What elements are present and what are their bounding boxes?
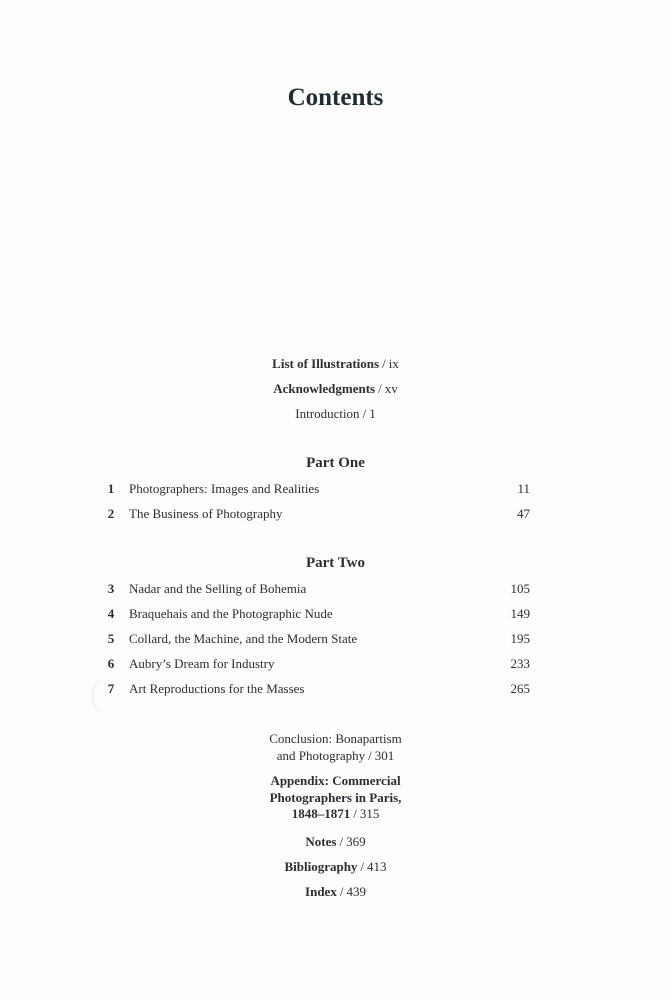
page-title: Contents [287, 84, 384, 111]
chapter-page: 11 [517, 481, 530, 496]
entry-label: Index [305, 884, 337, 899]
entry-page: 301 [374, 747, 395, 763]
toc-entry-notes[interactable] [0, 834, 671, 851]
entry-separator: / [360, 859, 365, 874]
entry-label: Acknowledgments [273, 381, 376, 396]
entry-separator: / [382, 356, 386, 371]
entry-separator: / [339, 884, 344, 899]
entry-label: Bibliography [284, 859, 358, 874]
chapter-title: Aubry’s Dream for Industry [129, 656, 275, 671]
toc-chapter-row[interactable] [104, 655, 530, 673]
chapter-title: The Business of Photography [129, 506, 283, 521]
chapter-number: 7 [107, 681, 115, 696]
entry-page: 1 [369, 406, 376, 421]
entry-page: ix [388, 356, 399, 371]
chapter-title: Collard, the Machine, and the Modern State [129, 631, 358, 646]
chapter-page: 265 [510, 681, 530, 696]
entry-page: 413 [367, 859, 387, 874]
entry-label-line: Appendix: Commercial [270, 773, 401, 788]
chapter-title: Art Reproductions for the Masses [129, 681, 305, 696]
entry-page: xv [384, 381, 398, 396]
entry-label-line-with-page [0, 806, 671, 823]
toc-chapter-row[interactable] [104, 680, 530, 698]
entry-label: Introduction [295, 406, 360, 421]
entry-page: 439 [346, 884, 366, 899]
chapter-title: Braquehais and the Photographic Nude [129, 606, 333, 621]
toc-entry-list-of-illustrations[interactable] [0, 356, 671, 372]
entry-page: 369 [346, 834, 366, 849]
entry-label-line: Conclusion: Bonapartism [269, 731, 402, 746]
chapter-number: 1 [107, 481, 115, 496]
entry-separator: / [368, 747, 372, 763]
entry-separator: / [378, 381, 382, 396]
chapter-number: 5 [107, 631, 115, 646]
entry-separator: / [339, 834, 344, 849]
entry-label-line: Photographers in Paris, [269, 789, 402, 805]
chapter-page: 47 [517, 506, 530, 521]
chapter-page: 149 [510, 606, 530, 621]
entry-page: 315 [359, 806, 380, 821]
chapter-page: 195 [510, 631, 530, 646]
chapter-title: Photographers: Images and Realities [129, 481, 320, 496]
chapter-number: 4 [107, 606, 115, 621]
toc-entry-introduction[interactable] [0, 406, 671, 422]
toc-chapter-row[interactable] [104, 480, 530, 498]
page-smudge-mark [92, 678, 123, 714]
chapter-page: 233 [510, 656, 530, 671]
toc-entry-appendix[interactable] [0, 773, 671, 823]
chapter-number: 2 [107, 506, 115, 521]
entry-label: List of Illustrations [272, 356, 380, 371]
toc-chapter-row[interactable] [104, 630, 530, 648]
toc-entry-conclusion[interactable] [0, 731, 671, 764]
entry-label-line: 1848–1871 [291, 806, 351, 821]
chapter-title: Nadar and the Selling of Bohemia [129, 581, 307, 596]
part-heading: Part Two [305, 555, 366, 571]
toc-entry-acknowledgments[interactable] [0, 381, 671, 397]
entry-separator: / [362, 406, 367, 421]
part-heading: Part One [306, 455, 365, 471]
entry-label: Notes [305, 834, 337, 849]
entry-label-line-with-page [0, 748, 671, 765]
entry-label-line: and Photography [276, 747, 366, 763]
chapter-page: 105 [510, 581, 530, 596]
toc-chapter-row[interactable] [104, 605, 530, 623]
toc-entry-index[interactable] [0, 884, 671, 901]
entry-separator: / [353, 806, 357, 821]
chapter-number: 3 [107, 581, 115, 596]
chapter-number: 6 [107, 656, 115, 671]
toc-entry-bibliography[interactable] [0, 859, 671, 876]
toc-chapter-row[interactable] [104, 505, 530, 523]
toc-chapter-row[interactable] [104, 580, 530, 598]
